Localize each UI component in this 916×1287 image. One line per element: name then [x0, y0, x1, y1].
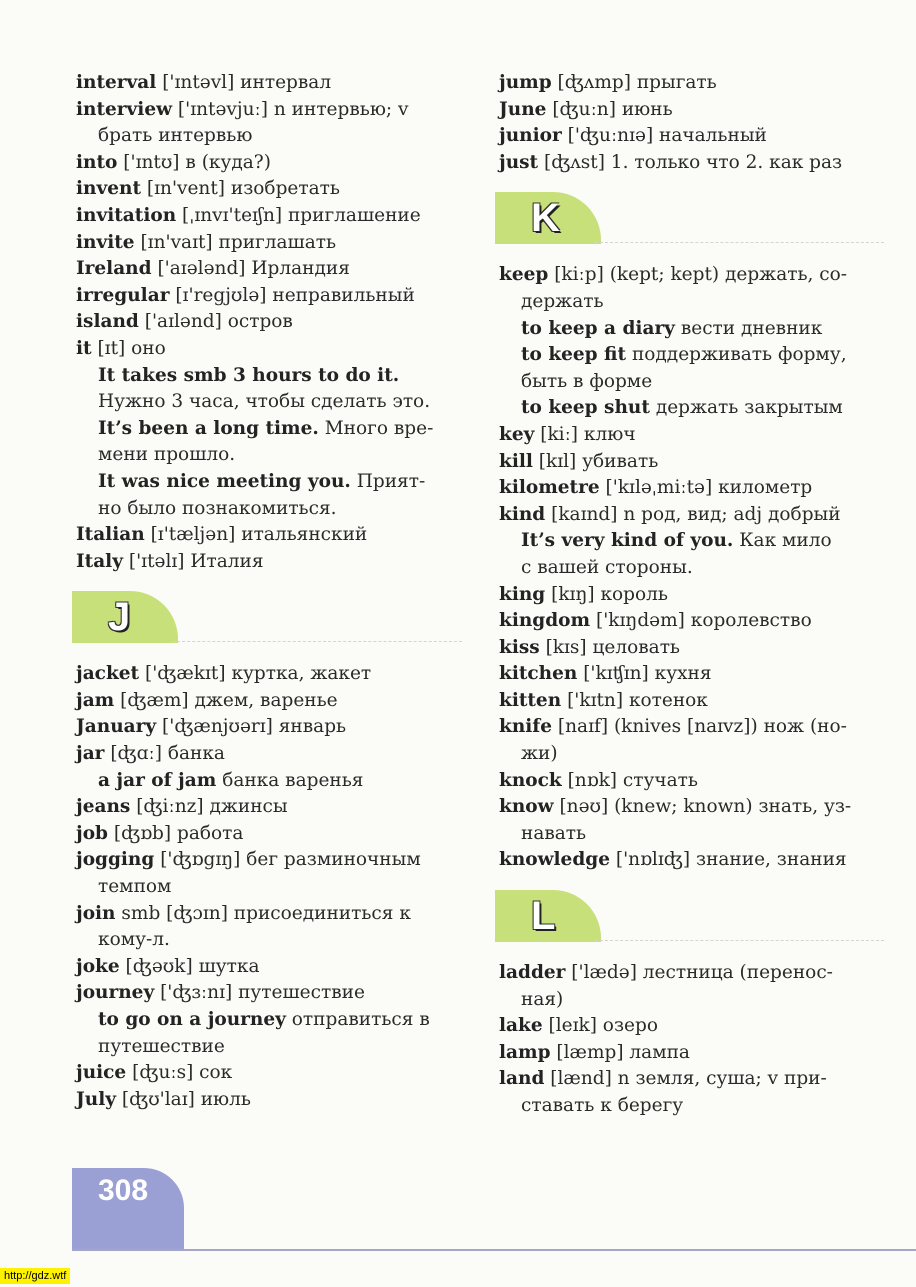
section-rule [172, 641, 462, 642]
entry-line [76, 309, 452, 336]
page-number: 308 [98, 1174, 149, 1207]
entry-line [499, 661, 874, 688]
headword: job [76, 822, 108, 844]
headword: invite [76, 231, 135, 253]
definition: [naɪf] (knives [naɪvz]) нож (но- [557, 716, 847, 738]
definition: Нужно 3 часа, чтобы сделать это. [98, 391, 431, 413]
entry-line [499, 741, 874, 768]
entry-line [499, 502, 874, 529]
definition: путешествие [98, 1035, 225, 1057]
headword: jump [499, 72, 552, 93]
entry-line [499, 1013, 874, 1040]
left-column [76, 70, 452, 1113]
headword: jam [76, 689, 115, 711]
definition: ['aɪələnd] Ирландия [157, 258, 350, 280]
definition: ['kɪʧɪn] кухня [583, 663, 712, 685]
entry-line [76, 123, 452, 150]
entry-line [499, 635, 874, 662]
definition: [kiː] ключ [540, 423, 636, 445]
headword: invitation [76, 204, 177, 226]
entry-line [499, 960, 874, 987]
definition: [ˌɪnvɪ'teɪʃn] приглашение [182, 204, 421, 226]
entry-line [76, 150, 452, 177]
headword: kiss [499, 636, 540, 658]
definition: кому-л. [98, 929, 170, 951]
definition: [ʤɑː] банка [110, 743, 225, 765]
definition: [ʤʌst] 1. только что 2. как раз [544, 151, 843, 173]
definition: [ʤæm] джем, варенье [120, 689, 338, 711]
entry-line [76, 336, 452, 363]
headword: July [76, 1088, 116, 1110]
definition: жи) [521, 743, 558, 765]
entry-line [76, 980, 452, 1007]
definition: [ɪt] оно [97, 337, 166, 359]
definition: ['ʤænjʊərɪ] январь [162, 716, 347, 738]
headword: into [76, 151, 118, 173]
entry-line [499, 528, 874, 555]
headword: It was nice meeting you. [98, 470, 351, 492]
entry-line [76, 741, 452, 768]
entry-line [76, 522, 452, 549]
entry-line [499, 289, 874, 316]
definition: ['kɪləˌmiːtə] километр [605, 477, 813, 499]
headword: irregular [76, 284, 170, 306]
entry-line [76, 230, 452, 257]
definition: навать [521, 822, 587, 844]
entry-line [499, 422, 874, 449]
headword: join [76, 902, 116, 924]
headword: kilometre [499, 477, 600, 499]
entry-line [499, 688, 874, 715]
entry-line [499, 582, 874, 609]
definition: Как мило [739, 530, 832, 552]
entry-line [76, 714, 452, 741]
definition: вести дневник [680, 317, 823, 339]
phrase-line [76, 442, 452, 469]
definition: ['ɪntʊ] в (куда?) [123, 151, 271, 173]
headword: Italian [76, 524, 145, 546]
headword: king [499, 583, 546, 605]
entry-line [499, 316, 874, 343]
headword: kingdom [499, 610, 591, 632]
definition: ['ʤuːnɪə] начальный [567, 125, 767, 147]
definition: ['ɪntəvl] интервал [162, 72, 332, 93]
definition: [ʤuːn] июнь [552, 98, 673, 120]
definition: держать закрытым [655, 397, 843, 419]
entry-line [76, 821, 452, 848]
headword: to go on a journey [98, 1009, 286, 1030]
headword: kitchen [499, 663, 578, 685]
definition: ['ɪtəlɪ] Италия [128, 550, 264, 572]
headword: know [499, 796, 554, 818]
headword: kill [499, 450, 533, 472]
definition: ['nɒlɪʤ] знание, знания [615, 849, 847, 871]
entry-line [76, 768, 452, 795]
entry-line [499, 150, 874, 177]
definition: с вашей стороны. [521, 556, 693, 578]
headword: June [499, 98, 547, 120]
phrase-line [76, 469, 452, 496]
headword: lamp [499, 1041, 551, 1063]
headword: invent [76, 178, 141, 200]
headword: junior [499, 125, 562, 147]
headword: knife [499, 716, 553, 738]
definition: ['aɪlənd] остров [144, 311, 293, 333]
definition: [ɪ'tæljən] итальянский [150, 524, 368, 546]
entry-line [76, 176, 452, 203]
headword: a jar of jam [98, 769, 217, 791]
section-header-k [495, 184, 874, 246]
headword: knowledge [499, 849, 610, 871]
definition: ['ʤækɪt] куртка, жакет [144, 663, 372, 685]
definition: [ʤɒb] работа [113, 822, 244, 844]
definition: ['kɪŋdəm] королевство [595, 610, 812, 632]
entry-line [499, 821, 874, 848]
headword: keep [499, 264, 549, 286]
right-column [499, 70, 874, 1120]
entry-line [76, 794, 452, 821]
entry-line [76, 1087, 452, 1114]
definition: [ʤʌmp] прыгать [557, 72, 717, 93]
entry-line [499, 714, 874, 741]
entry-line [499, 449, 874, 476]
definition: ['lædə] лестница (перенос- [571, 962, 833, 984]
definition: [kɪs] целовать [545, 636, 681, 658]
definition: ['kɪtn] котенок [567, 689, 708, 711]
entry-line [499, 1066, 874, 1093]
headword: lake [499, 1015, 543, 1037]
headword: Ireland [76, 258, 152, 280]
entry-line [499, 97, 874, 124]
headword: it [76, 337, 92, 359]
entry-line [499, 987, 874, 1014]
headword: jar [76, 743, 105, 765]
headword: to keep shut [521, 397, 650, 419]
entry-line [76, 661, 452, 688]
definition: [kɪl] убивать [538, 450, 659, 472]
definition: ставать к берегу [521, 1095, 684, 1116]
definition: но было познакомиться. [98, 497, 337, 519]
headword: jeans [76, 796, 131, 818]
phrase-line [76, 363, 452, 390]
section-letter: J [108, 595, 131, 640]
definition: [kiːp] (kept; kept) держать, со- [554, 264, 848, 286]
site-watermark[interactable]: http://gdz.wtf [0, 1268, 70, 1284]
definition: брать интервью [98, 125, 253, 147]
headword: juice [76, 1062, 127, 1084]
definition: [nəʊ] (knew; known) знать, уз- [559, 796, 852, 818]
definition: ['ɪntəvjuː] n интервью; v [177, 98, 409, 120]
entry-line [76, 688, 452, 715]
entry-line [76, 256, 452, 283]
entry-line [76, 97, 452, 124]
phrase-line [76, 389, 452, 416]
entry-line [499, 395, 874, 422]
definition: [leɪk] озеро [548, 1015, 658, 1037]
definition: Много вре- [324, 417, 434, 439]
entry-line [76, 1007, 452, 1034]
headword: ladder [499, 962, 566, 984]
entry-line [499, 555, 874, 582]
definition: [ɪn'vent] изобретать [146, 178, 340, 200]
page-number-tab [72, 1168, 184, 1250]
definition: [kɪŋ] король [551, 583, 668, 605]
entry-line [76, 954, 452, 981]
definition: [kaɪnd] n род, вид; adj добрый [551, 503, 841, 525]
entry-line [76, 1060, 452, 1087]
headword: key [499, 423, 535, 445]
entry-line [499, 608, 874, 635]
entry-line [499, 123, 874, 150]
definition: [ʤuːs] сок [132, 1062, 233, 1084]
definition: [ɪ'regjʊlə] неправильный [175, 284, 415, 306]
headword: January [76, 716, 157, 738]
headword: knock [499, 769, 562, 791]
entry-line [76, 1034, 452, 1061]
definition: [ʤəʊk] шутка [125, 955, 260, 977]
entry-line [76, 901, 452, 928]
headword: jogging [76, 849, 155, 871]
definition: ['ʤɜːnɪ] путешествие [160, 982, 365, 1004]
headword: to keep fit [521, 344, 627, 366]
entry-line [499, 768, 874, 795]
headword: land [499, 1068, 545, 1090]
entry-line [76, 874, 452, 901]
section-header-j [72, 583, 452, 645]
definition: [ɪn'vaɪt] приглашать [140, 231, 337, 253]
entry-line [499, 342, 874, 369]
entry-line [499, 794, 874, 821]
entry-line [76, 847, 452, 874]
definition: темпом [98, 876, 172, 898]
bottom-rule [72, 1249, 916, 1251]
section-rule [595, 242, 884, 243]
entry-line [499, 475, 874, 502]
headword: island [76, 311, 139, 333]
definition: [nɒk] стучать [567, 769, 698, 791]
headword: joke [76, 955, 120, 977]
section-letter: K [531, 196, 560, 241]
entry-line [499, 262, 874, 289]
entry-line [499, 70, 874, 97]
entry-line [499, 369, 874, 396]
headword: It’s very kind of you. [521, 530, 734, 552]
definition: smb [ʤɔɪn] присоединиться к [121, 902, 411, 924]
section-header-l [495, 882, 874, 944]
definition: быть в форме [521, 370, 653, 392]
definition: [lænd] n земля, суша; v при- [550, 1068, 827, 1090]
headword: It’s been a long time. [98, 417, 319, 439]
definition: мени прошло. [98, 444, 236, 466]
headword: journey [76, 982, 155, 1004]
headword: It takes smb 3 hours to do it. [98, 364, 400, 386]
entry-line [499, 847, 874, 874]
definition: Прият- [356, 470, 426, 492]
entry-line [76, 203, 452, 230]
definition: ная) [521, 988, 564, 1010]
definition: отправиться в [291, 1009, 430, 1030]
definition: [ʤʊ'laɪ] июль [121, 1088, 251, 1110]
phrase-line [76, 496, 452, 523]
entry-line [76, 283, 452, 310]
entry-line [76, 549, 452, 576]
headword: to keep a diary [521, 317, 675, 339]
entry-line [499, 1093, 874, 1120]
headword: jacket [76, 663, 140, 685]
section-letter: L [531, 894, 556, 939]
phrase-line [76, 416, 452, 443]
definition: поддерживать форму, [631, 344, 847, 366]
definition: держать [521, 290, 604, 312]
headword: Italy [76, 550, 123, 572]
headword: kind [499, 503, 546, 525]
headword: kitten [499, 689, 562, 711]
headword: interval [76, 72, 157, 93]
entry-line [76, 927, 452, 954]
entry-line [76, 70, 452, 97]
definition: [læmp] лампа [556, 1041, 690, 1063]
headword: just [499, 151, 539, 173]
definition: [ʤiːnz] джинсы [136, 796, 288, 818]
headword: interview [76, 98, 173, 120]
definition: ['ʤɒgɪŋ] бег разминочным [160, 849, 421, 871]
section-rule [595, 940, 884, 941]
entry-line [499, 1040, 874, 1067]
definition: банка варенья [222, 769, 364, 791]
